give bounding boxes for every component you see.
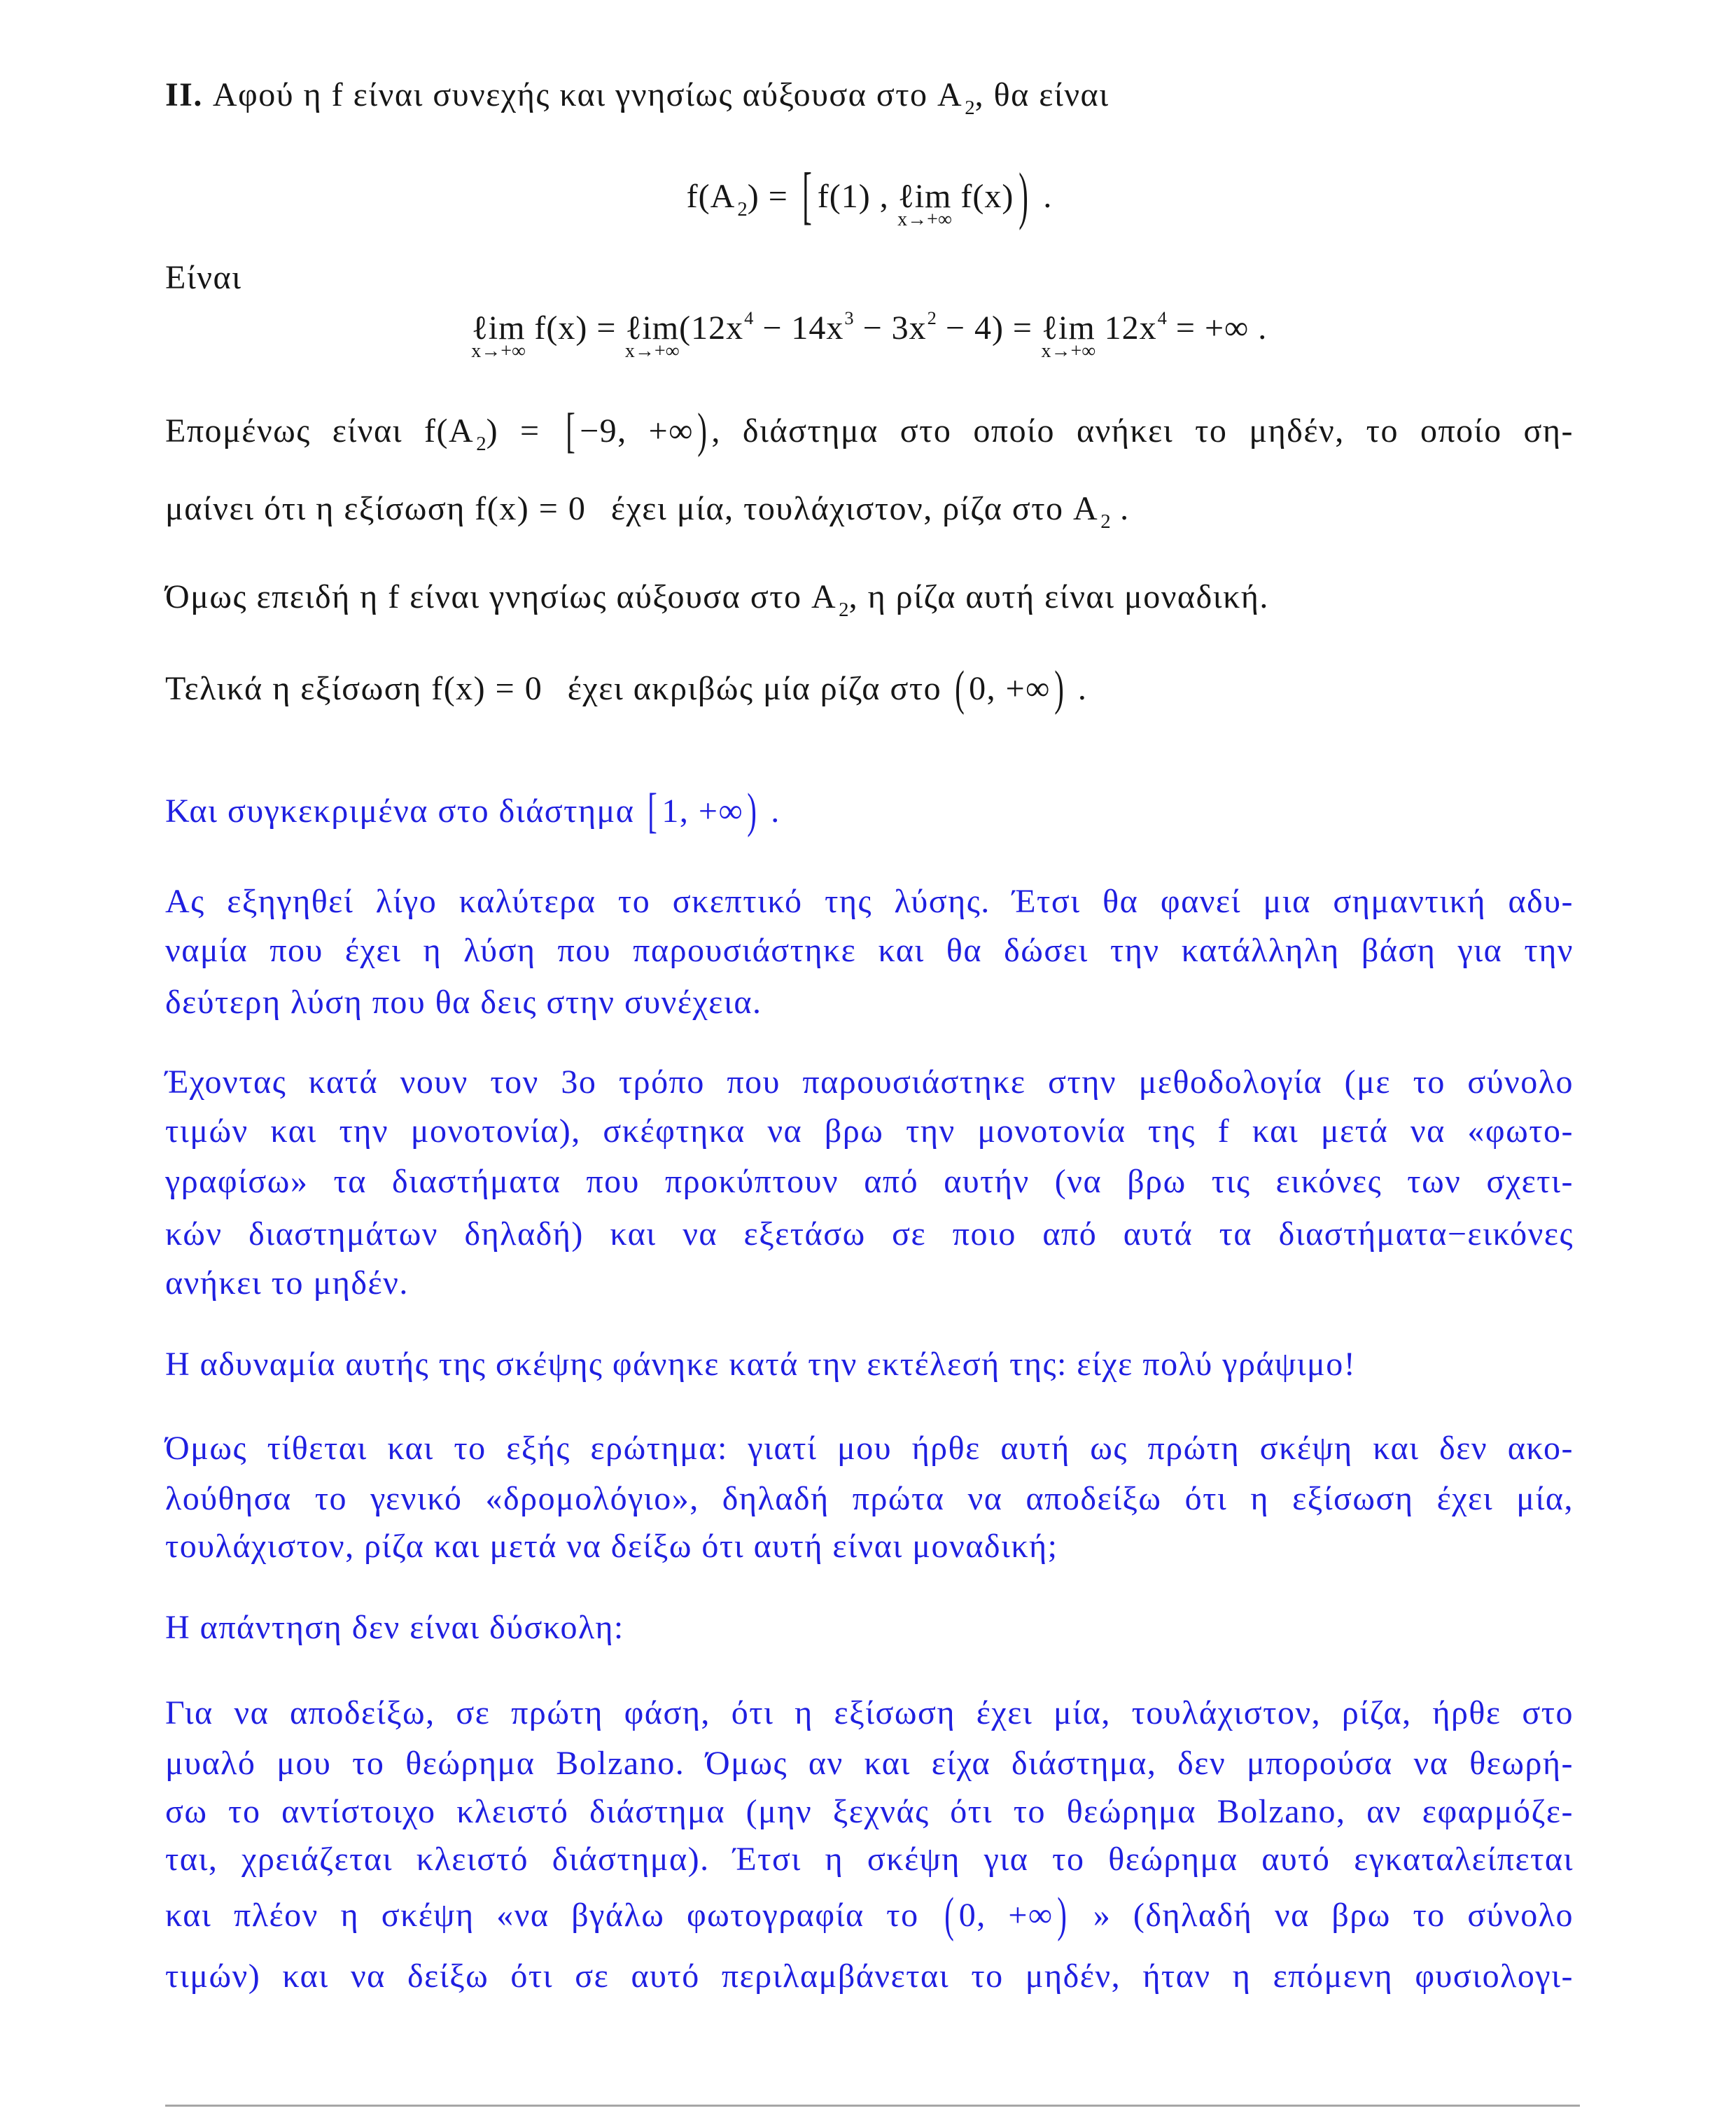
eq1-close-paren: ) xyxy=(1018,160,1030,232)
explain-paragraph-line: δεύτερη λύση που θα δεις στην συνέχεια. xyxy=(165,984,762,1021)
bolzano-paragraph-line: μυαλό μου το θεώρημα Bolzano. Όμως αν και είχα διάστημα, δεν μπορούσα να θεωρή- xyxy=(165,1745,1574,1782)
intro-word-line xyxy=(165,257,1574,299)
eq1-lhs-end: ) = xyxy=(747,178,788,215)
eq2-limit-2-subscript: x→+∞ xyxy=(624,340,680,362)
conclusion-close-paren: ) xyxy=(1054,661,1065,716)
specific-interval-line xyxy=(165,783,1574,838)
range-fa: f(A xyxy=(424,412,475,449)
bolzano-paragraph-line: ται, χρειάζεται κλειστό διάστημα). Έτσι η σκέψη για το θεώρημα αυτό εγκαταλείπεται xyxy=(165,1841,1574,1878)
range-close-paren: ) xyxy=(697,403,708,458)
set-letter: A xyxy=(937,76,963,113)
question-paragraph-line: Όμως τίθεται και το εξής ερώτημα: γιατί μου ήρθε αυτή ως πρώτη σκέψη και δεν ακο- xyxy=(165,1430,1574,1467)
existence-period: . xyxy=(1120,490,1130,527)
eq2-leading-term: 12x xyxy=(1104,309,1157,347)
eq1-open-bracket: [ xyxy=(802,160,813,232)
intro-text: Αφού η f είναι συνεχής και γνησίως αύξουσα στο xyxy=(212,76,928,113)
range-statement-line xyxy=(165,403,1574,458)
set-subscript: 2 xyxy=(965,97,975,120)
section-number: II. xyxy=(165,76,203,113)
intro-text-end: , θα είναι xyxy=(974,76,1110,113)
existence-set: A xyxy=(1073,490,1099,527)
method-paragraph-line: ανήκει το μηδέν. xyxy=(165,1264,409,1302)
uniqueness-set: A xyxy=(811,578,837,615)
eq2-leading-term-exponent: 4 xyxy=(1157,307,1167,329)
eq2-term-4: − 4) = xyxy=(945,309,1032,347)
eq2-result: = +∞ . xyxy=(1175,309,1268,347)
eq2-limit-1-subscript: x→+∞ xyxy=(471,340,526,362)
weakness-paragraph: Η αδυναμία αυτής της σκέψης φάνηκε κατά την εκτέλεσή της: είχε πολύ γράψιμο! xyxy=(165,1346,1357,1383)
existence-set-subscript: 2 xyxy=(1100,510,1111,534)
conclusion-period: . xyxy=(1077,670,1088,707)
bolzano-paragraph-line: σω το αντίστοιχο κλειστό διάστημα (μην ξεχνάς ότι το θεώρημα Bolzano, αν εφαρμόζε- xyxy=(165,1793,1574,1830)
conclusion-open-paren: ( xyxy=(954,661,965,716)
uniqueness-set-subscript: 2 xyxy=(839,599,849,622)
method-paragraph-line: τιμών και την μονοτονία), σκέφτηκα να βρω την μονοτονία της f και μετά να «φωτο- xyxy=(165,1113,1574,1150)
range-text-start: Επομένως είναι xyxy=(165,412,403,449)
conclusion-text-end: έχει ακριβώς μία ρίζα στο xyxy=(567,670,942,707)
eq1-left-endpoint: f(1) , xyxy=(817,178,889,215)
uniqueness-text-start: Όμως επειδή η f είναι γνησίως αύξουσα στο xyxy=(165,578,802,615)
eq2-term-1-exponent: 4 xyxy=(744,307,754,329)
eq2-limit-1 xyxy=(471,307,526,362)
specific-text: Και συγκεκριμένα στο διάστημα xyxy=(165,793,635,830)
bolzano-open-paren: ( xyxy=(944,1888,955,1942)
bolzano-paragraph-line xyxy=(165,1888,1574,1942)
eq2-limit-3-operator: ℓim xyxy=(1042,309,1096,347)
uniqueness-line xyxy=(165,576,1574,622)
range-equation xyxy=(165,160,1574,232)
eq2-term-3-exponent: 2 xyxy=(927,307,937,329)
range-open-bracket: [ xyxy=(565,403,576,458)
part-ii-intro-line xyxy=(165,74,1574,120)
eq2-limit-1-operator: ℓim xyxy=(471,309,526,347)
eq2-term-2: − 14x xyxy=(762,309,844,347)
intro-word: Είναι xyxy=(165,259,242,296)
eq1-lhs-subscript: 2 xyxy=(737,198,748,221)
range-fa-end: ) = xyxy=(486,412,540,449)
specific-period: . xyxy=(771,793,780,830)
bolzano-photo-text-start: και πλέον η σκέψη «να βγάλω φωτογραφία το xyxy=(165,1897,919,1934)
explain-paragraph-line: Ας εξηγηθεί λίγο καλύτερα το σκεπτικό της λύσης. Έτσι θα φανεί μια σημαντική αδυ- xyxy=(165,883,1574,920)
explain-paragraph-line: ναμία που έχει η λύση που παρουσιάστηκε και θα δώσει την κατάλληλη βάση για την xyxy=(165,932,1574,969)
uniqueness-text-end: , η ρίζα αυτή είναι μοναδική. xyxy=(848,578,1269,615)
eq2-term-1: (12x xyxy=(679,309,744,347)
eq1-period: . xyxy=(1043,178,1053,215)
specific-open-bracket: [ xyxy=(648,783,659,838)
eq2-limit-2-operator: ℓim xyxy=(625,309,680,347)
eq2-term-2-exponent: 3 xyxy=(844,307,854,329)
question-paragraph-line: λούθησα το γενικό «δρομολόγιο», δηλαδή πρώτα να αποδείξω ότι η εξίσωση έχει μία, xyxy=(165,1480,1574,1517)
method-paragraph-line: γραφίσω» τα διαστήματα που προκύπτουν από αυτήν (να βρω τις εικόνες των σχετι- xyxy=(165,1163,1574,1200)
eq2-limit-2 xyxy=(624,307,680,362)
method-paragraph-line: κών διαστημάτων δηλαδή) και να εξετάσω σε ποιο από αυτά τα διαστήματα−εικόνες xyxy=(165,1215,1574,1253)
range-interval: −9, +∞ xyxy=(580,412,694,449)
specific-close-paren: ) xyxy=(747,783,758,838)
bolzano-photo-text-end: » (δηλαδή να βρω το σύνολο xyxy=(1093,1897,1574,1934)
eq1-function: f(x) xyxy=(960,178,1014,215)
bolzano-paragraph-line: Για να αποδείξω, σε πρώτη φάση, ότι η εξίσωση έχει μία, τουλάχιστον, ρίζα, ήρθε στο xyxy=(165,1694,1574,1731)
existence-text-end: έχει μία, τουλάχιστον, ρίζα στο xyxy=(610,490,1064,527)
eq2-term-3: − 3x xyxy=(862,309,927,347)
eq1-limit-subscript: x→+∞ xyxy=(897,209,952,230)
bolzano-close-paren: ) xyxy=(1056,1888,1068,1942)
range-fa-subscript: 2 xyxy=(476,433,486,456)
page-footer-rule xyxy=(165,2105,1580,2107)
eq2-limit-3 xyxy=(1041,307,1096,362)
method-paragraph-line: Έχοντας κατά νουν τον 3ο τρόπο που παρουσιάστηκε στην μεθοδολογία (με το σύνολο xyxy=(165,1064,1574,1101)
bolzano-paragraph-line: τιμών) και να δείξω ότι σε αυτό περιλαμβάνεται το μηδέν, ήταν η επόμενη φυσιολογι- xyxy=(165,1958,1574,1995)
eq1-limit-operator: ℓim xyxy=(897,178,952,215)
eq2-limit-3-subscript: x→+∞ xyxy=(1041,340,1096,362)
answer-paragraph: Η απάντηση δεν είναι δύσκολη: xyxy=(165,1609,624,1646)
specific-interval: 1, +∞ xyxy=(662,793,744,830)
question-paragraph-line: τουλάχιστον, ρίζα και μετά να δείξω ότι αυτή είναι μοναδική; xyxy=(165,1528,1058,1565)
conclusion-text-start: Τελικά η εξίσωση f(x) = 0 xyxy=(165,670,543,707)
eq1-lhs: f(A xyxy=(686,178,736,215)
conclusion-line xyxy=(165,661,1574,716)
existence-line xyxy=(165,488,1574,534)
range-text-end: , διάστημα στο οποίο ανήκει το μηδέν, το οποίο ση- xyxy=(711,412,1574,449)
conclusion-interval: 0, +∞ xyxy=(969,670,1051,707)
eq1-limit xyxy=(897,176,952,230)
existence-text-start: μαίνει ότι η εξίσωση f(x) = 0 xyxy=(165,490,587,527)
bolzano-interval: 0, +∞ xyxy=(958,1897,1054,1934)
set-a2 xyxy=(937,76,975,120)
limit-equation xyxy=(165,307,1574,362)
eq2-function: f(x) = xyxy=(534,309,617,347)
